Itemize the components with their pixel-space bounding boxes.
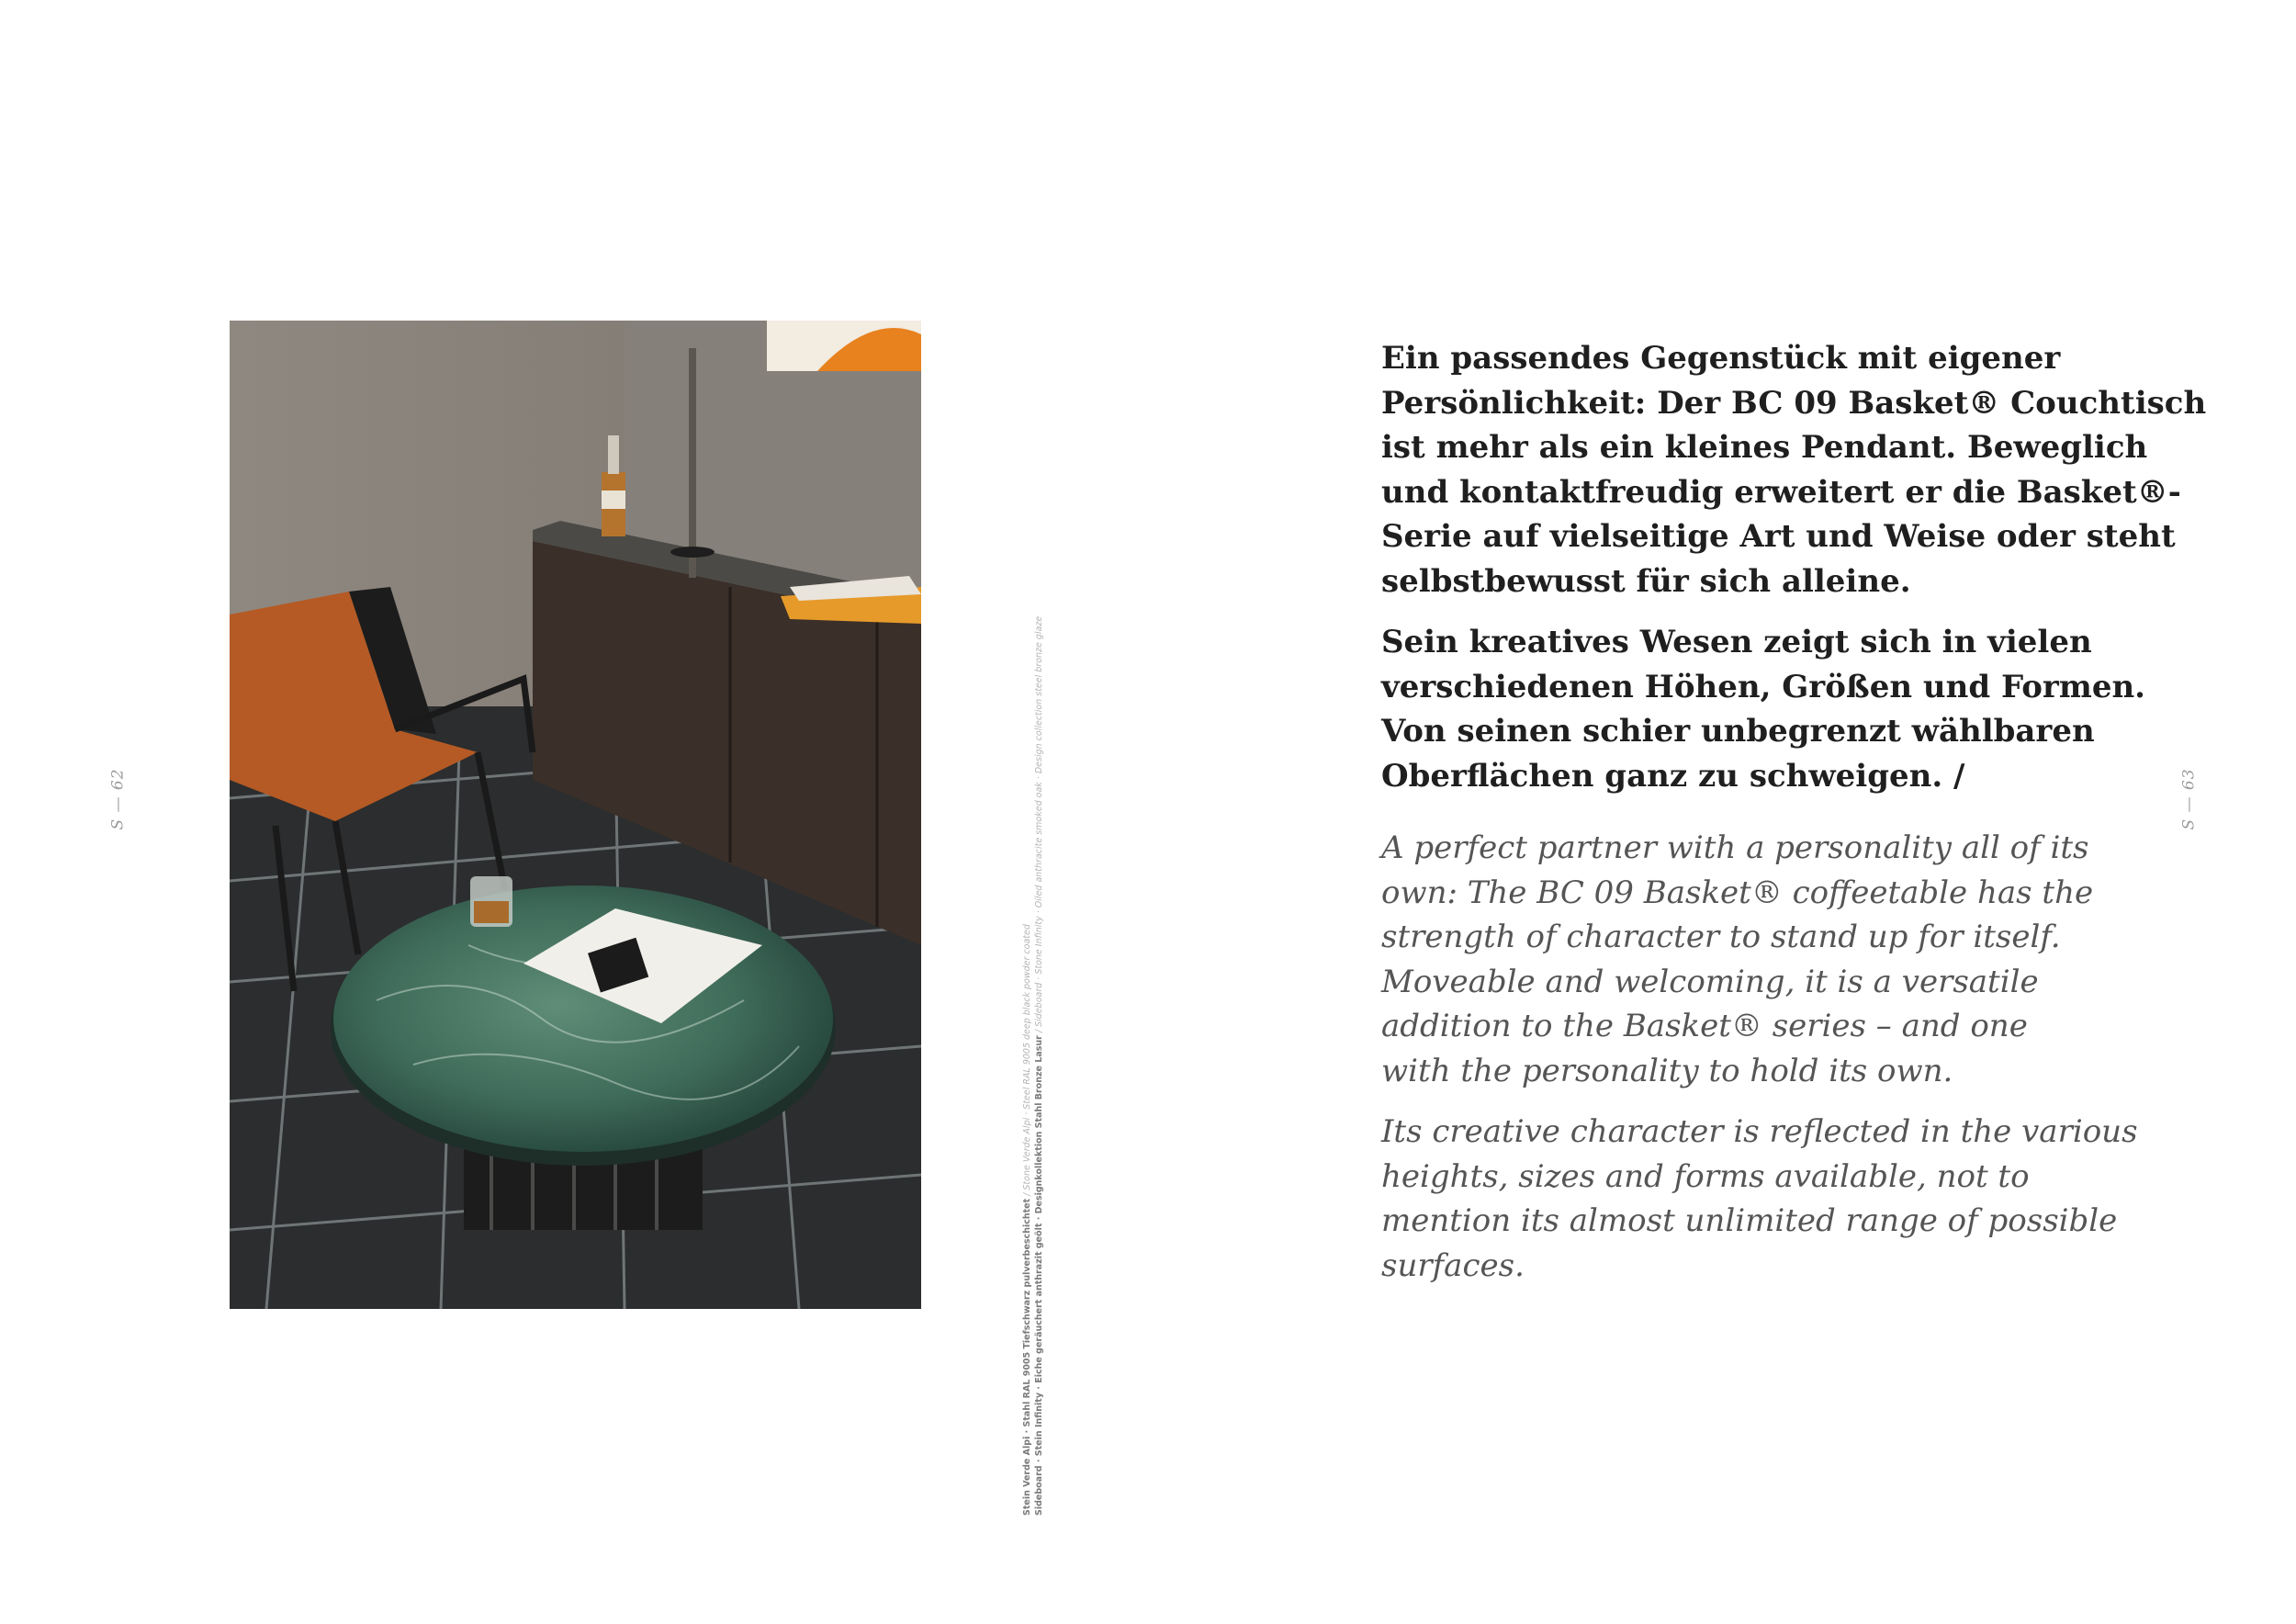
text-line: A perfect partner with a personality all of its: [1381, 829, 2089, 866]
german-text: [1381, 336, 2207, 798]
english-text: [1381, 826, 2138, 1288]
text-line: Serie auf vielseitige Art und Weise oder steht: [1381, 518, 2176, 555]
english-paragraph-2: [1381, 1110, 2138, 1288]
text-line: Von seinen schier unbegrenzt wählbaren: [1381, 713, 2095, 750]
coffee-table-room-illustration: [230, 321, 921, 1309]
caption-line-2-english: / Sideboard · Stone Infinity · Oiled anthracite smoked oak · Design collection steel bronze glaze: [1034, 615, 1044, 1033]
text-line: Sein kreatives Wesen zeigt sich in vielen: [1381, 624, 2092, 660]
caption-line-1: [1021, 570, 1033, 1516]
page-number-left: S — 62: [108, 768, 128, 830]
text-line: strength of character to stand up for itself.: [1381, 919, 2061, 955]
page-number-right: S — 63: [2179, 768, 2199, 830]
caption-line-1-english: / Stone Verde Alpi · Steel RAL 9005 deep black powder coated: [1022, 924, 1032, 1196]
german-paragraph-2: [1381, 620, 2146, 798]
product-photo: [230, 321, 921, 1309]
caption-line-2-german: Sideboard · Stein Infinity · Eiche geräuchert anthrazit geölt · Designkollektion Stahl Bronze Lasur: [1034, 1035, 1044, 1516]
german-paragraph-1: [1381, 336, 2207, 603]
text-line: own: The BC 09 Basket® coffeetable has the: [1381, 874, 2094, 911]
text-line: Its creative character is reflected in the various: [1381, 1113, 2138, 1150]
text-line: ist mehr als ein kleines Pendant. Beweglich: [1381, 429, 2148, 466]
text-line: selbstbewusst für sich alleine.: [1381, 562, 1911, 600]
text-line: Ein passendes Gegenstück mit eigener: [1381, 340, 2061, 377]
text-line: Oberflächen ganz zu schweigen. /: [1381, 757, 1965, 795]
caption-line-2: [1033, 570, 1045, 1516]
text-line: verschiedenen Höhen, Größen und Formen.: [1381, 668, 2146, 705]
text-line: mention its almost unlimited range of possible: [1381, 1202, 2118, 1239]
text-line: Persönlichkeit: Der BC 09 Basket® Couchtisch: [1381, 384, 2207, 422]
caption-line-1-german: Stein Verde Alpi · Stahl RAL 9005 Tiefschwarz pulverbeschichtet: [1022, 1198, 1032, 1516]
text-line: addition to the Basket® series – and one: [1381, 1008, 2028, 1044]
english-paragraph-1: [1381, 826, 2134, 1093]
photo-caption: [1021, 570, 1045, 1516]
text-line: Moveable and welcoming, it is a versatile: [1381, 963, 2039, 1000]
text-line: heights, sizes and forms available, not to: [1381, 1157, 2030, 1195]
text-line: with the personality to hold its own.: [1381, 1052, 1953, 1089]
text-line: surfaces.: [1381, 1246, 1525, 1284]
text-line: und kontaktfreudig erweitert er die Basket®-: [1381, 473, 2181, 511]
